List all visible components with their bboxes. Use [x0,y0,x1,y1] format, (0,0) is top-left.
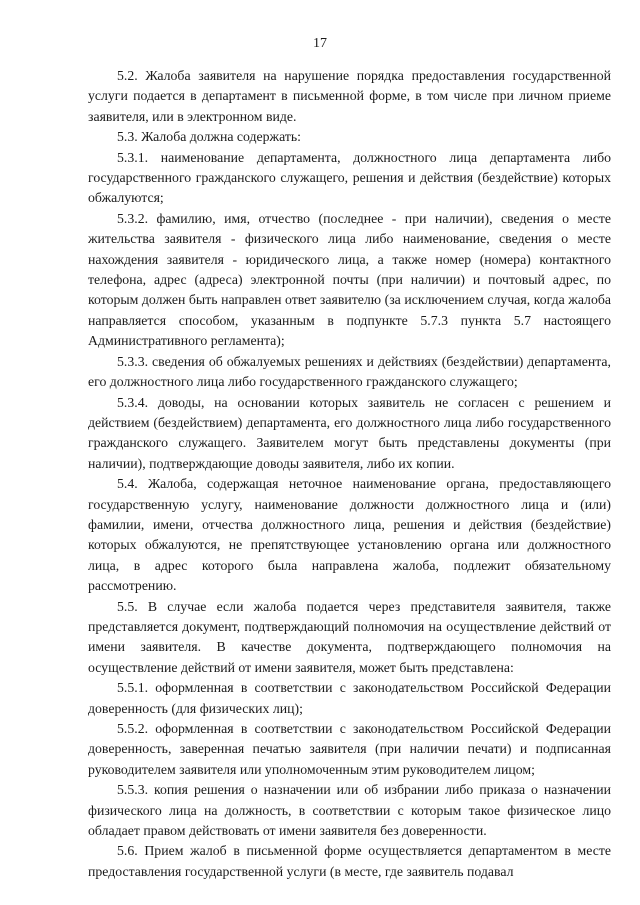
document-body [88,66,611,882]
paragraph-5-4: 5.4. Жалоба, содержащая неточное наименование органа, предоставляющего государственную услугу, наименование должности должностного лица и (или) фамилии, имени, отчества должностного лица, решения и действия (бездействие) которых обжалуются, не препятствующее установлению органа или должностного лица, в адрес которого была направлена жалоба, подлежит обязательному рассмотрению. [88,476,611,594]
page-number: 17 [313,36,327,51]
paragraph-5-2: 5.2. Жалоба заявителя на нарушение порядка предоставления государственной услуги подается в департамент в письменной форме, в том числе при личном приеме заявителя, или в электронном виде. [88,68,611,124]
paragraph-5-3-4: 5.3.4. доводы, на основании которых заявитель не согласен с решением и действием (бездействием) департамента, его должностного лица либо государственного гражданского служащего. Заявителем могут быть представлены документы (при наличии), подтверждающие доводы заявителя, либо их копии. [88,394,611,471]
paragraph-5-3-3: 5.3.3. сведения об обжалуемых решениях и действиях (бездействии) департамента, его должностного лица либо государственного гражданского служащего; [88,353,611,390]
paragraph-5-3: 5.3. Жалоба должна содержать: [117,129,302,145]
paragraph-5-5: 5.5. В случае если жалоба подается через представителя заявителя, также представляется документ, подтверждающий полномочия на осуществление действий от имени заявителя. В качестве документа, подтверждающего полномочия на осуществление действий от имени заявителя, может быть представлена: [88,598,611,675]
paragraph-5-6: 5.6. Прием жалоб в письменной форме осуществляется департаментом в месте предоставления государственной услуги (в месте, где заявитель подавал [88,843,611,879]
paragraph-5-5-1: 5.5.1. оформленная в соответствии с законодательством Российской Федерации доверенность (для физических лиц); [88,680,611,716]
paragraph-5-5-2: 5.5.2. оформленная в соответствии с законодательством Российской Федерации доверенность, заверенная печатью заявителя (при наличии печати) и подписанная руководителем заявителя или уполномоченным этим руководителем лицом; [88,721,611,777]
paragraph-5-3-2: 5.3.2. фамилию, имя, отчество (последнее - при наличии), сведения о месте жительства заявителя - физического лица либо наименование, сведения о месте нахождения заявителя - юридического лица, а также номер (номера) контактного телефона, адрес (адреса) электронной почты (при наличии) и почтовый адрес, по которым должен быть направлен ответ заявителю (за исключением случая, когда жалоба направляется способом, указанным в подпункте 5.7.3 пункта 5.7 настоящего Административного регламента); [88,210,611,349]
paragraph-5-5-3: 5.5.3. копия решения о назначении или об избрании либо приказа о назначении физического лица на должность, в соответствии с которым такое физическое лицо обладает правом действовать от имени заявителя без доверенности. [88,782,611,839]
paragraph-5-3-1: 5.3.1. наименование департамента, должностного лица департамента либо государственного гражданского служащего, решения и действия (бездействие) которых обжалуются; [88,149,611,206]
